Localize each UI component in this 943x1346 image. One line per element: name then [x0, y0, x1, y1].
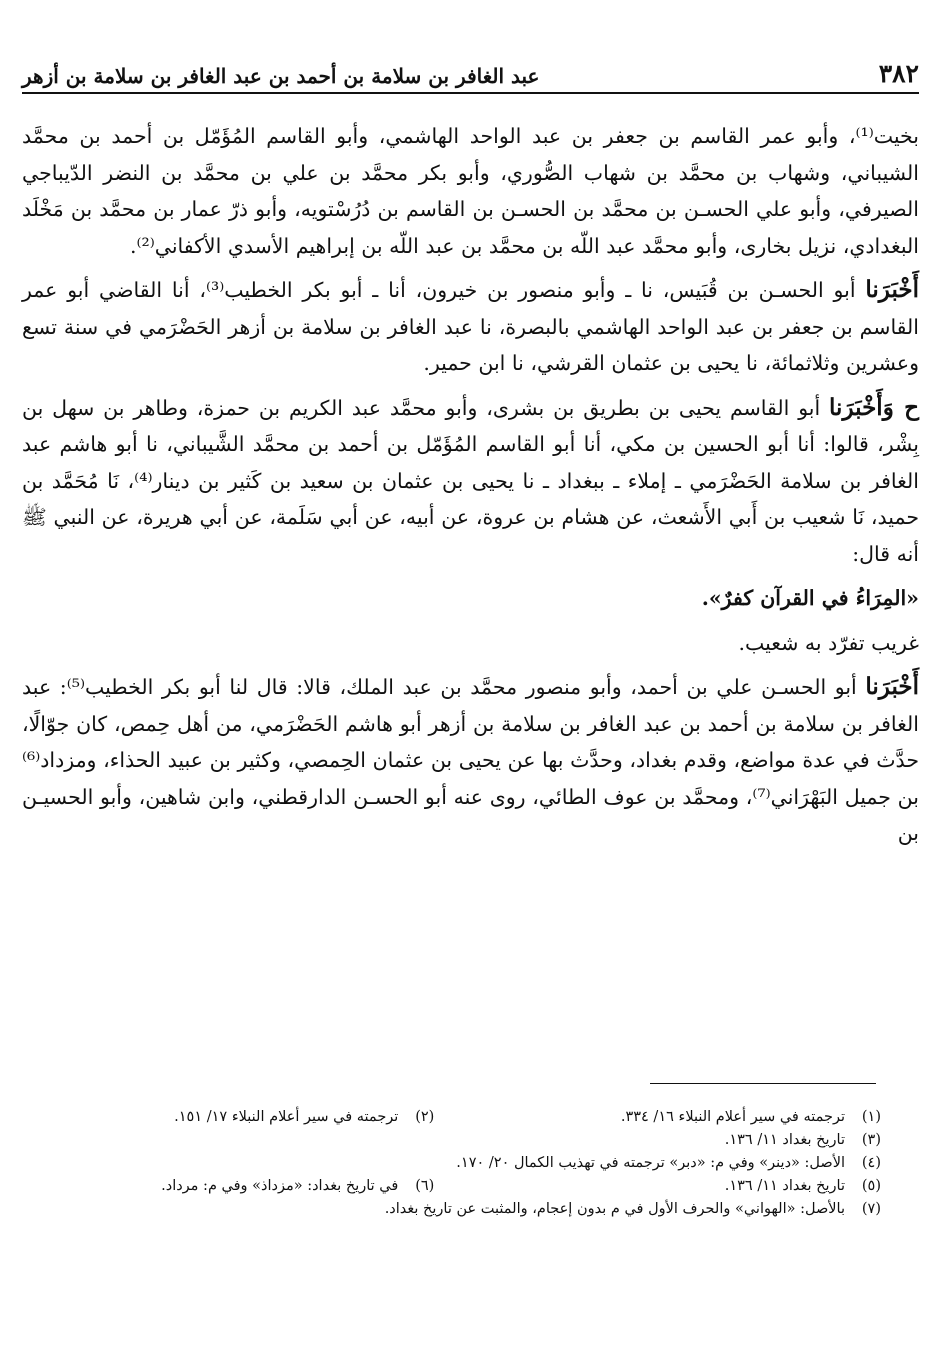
- page-header: [22, 48, 919, 94]
- paragraph: غريب تفرّد به شعيب.: [738, 630, 919, 655]
- footnote-text: ترجمته في سير أعلام النبلاء ١٦/ ٣٣٤.: [620, 1109, 845, 1125]
- footnote-number: (٥): [861, 1178, 881, 1194]
- hadith-text: «المِرَاءُ في القرآن كفرٌ».: [701, 586, 919, 610]
- paragraph-text: أبو الحسـن علي بن أحمد، وأبو منصور محمَّد بن عبد الملك، قالا: قال لنا أبو بكر الخطيب⁽⁵⁾: عبد الغافر بن سلامة بن أحمد بن عبد الغافر بن سلامة بن أزهر أبو هاشم الحَضْرَمي، من أهل حِمص، كان جوّالًا، حدَّث في عدة مواضع، وقدم بغداد، وحدَّث بها عن يحيى بن عثمان الحِمصي، وكثير بن عبيد الحذاء، ومزداد⁽⁶⁾ بن جميل البَهْرَاني⁽⁷⁾، ومحمَّد بن عوف الطائي، روى عنه أبو الحسـن الدارقطني، وابن شاهين، وأبو الحسيـن بن: [22, 675, 919, 845]
- footnote-text: في تاريخ بغداد: «مزداذ» وفي م: مرداد.: [161, 1178, 399, 1194]
- footnote-row: [22, 1152, 881, 1175]
- footnote: [434, 1106, 881, 1129]
- footnote-number: (٧): [861, 1201, 881, 1217]
- footnote-divider: [650, 1083, 876, 1084]
- footnote: [22, 1152, 881, 1175]
- paragraph: [22, 272, 919, 382]
- footnote-text: الأصل: «دينر» وفي م: «دبر» ترجمته في تهذيب الكمال ٢٠/ ١٧٠.: [456, 1155, 845, 1171]
- page-number: ٣٨٢: [878, 59, 919, 88]
- footnote-row: [22, 1198, 881, 1221]
- paragraph: [22, 118, 919, 264]
- footnotes: [22, 1106, 881, 1221]
- footnote: [22, 1129, 881, 1152]
- footnote-number: (٤): [861, 1155, 881, 1171]
- footnote-number: (٦): [415, 1178, 435, 1194]
- footnote-row: [22, 1175, 881, 1198]
- paragraph-text: أبو القاسم يحيى بن بطريق بن بشرى، وأبو محمَّد عبد الكريم بن حمزة، وطاهر بن سهل بن بِشْر، قالوا: أنا أبو الحسين بن مكي، أنا أبو القاسم المُؤَمّل بن أحمد بن محمَّد الشَّيباني، نا أبو هاشم عبد الغافر بن سلامة الحَضْرَمي ـ إملاء ـ ببغداد ـ نا يحيى بن عثمان بن سعيد بن كَثير بن دينار⁽⁴⁾، نَا مُحَمَّد بن حميد، نَا شعيب بن أَبي الأَشعث، عن هشام بن عروة، عن أبيه، عن أبي سَلَمة، عن أبي هريرة، عن النبي ﷺ أنه قال:: [22, 395, 919, 566]
- footnote-number: (٢): [415, 1109, 435, 1125]
- footnote-text: تاريخ بغداد ١١/ ١٣٦.: [724, 1132, 845, 1148]
- running-title: عبد الغافر بن سلامة بن أحمد بن عبد الغافر بن سلامة بن أزهر: [22, 64, 540, 88]
- isnad-lead: أَخْبَرَنا: [865, 673, 920, 700]
- footnote-number: (٣): [861, 1132, 881, 1148]
- footnote: [22, 1106, 434, 1129]
- isnad-lead: ح وَأَخْبَرَنا: [829, 393, 919, 421]
- paragraph-text: أبو الحسـن بن قُبَيس، نا ـ وأبو منصور بن خيرون، أنا ـ أبو بكر الخطيب⁽³⁾، أنا القاضي أبو عمر القاسم بن جعفر بن عبد الواحد الهاشمي بالبصرة، نا عبد الغافر بن سلامة بن أزهر الحَضْرَمي في سنة تسع وعشرين وثلاثمائة، نا يحيى بن عثمان القرشي، نا ابن حمير.: [22, 278, 919, 375]
- isnad-lead: أَخْبَرَنا: [865, 276, 919, 303]
- paragraph-text: بخيت⁽¹⁾، وأبو عمر القاسم بن جعفر بن عبد الواحد الهاشمي، وأبو القاسم المُؤَمّل بن أحمد بن محمَّد الشيباني، وشهاب بن محمَّد بن شهاب الصُّوري، وأبو بكر محمَّد بن علي بن محمَّد بن النضر الدّيباجي الصيرفي، وأبو علي الحسـن بن محمَّد بن الحسـن بن القاسم بن دُرُسْتويه، وأبو ذرّ عمار بن محمَّد بن مَخْلَد البغدادي، نزيل بخارى، وأبو محمَّد عبد اللّه بن محمَّد بن عبد اللّه بن إبراهيم الأسدي الأكفاني⁽²⁾.: [22, 124, 919, 258]
- footnote-row: [22, 1129, 881, 1152]
- footnote: [434, 1175, 881, 1198]
- footnote-text: ترجمته في سير أعلام النبلاء ١٧/ ١٥١.: [174, 1109, 399, 1125]
- main-text: [22, 118, 919, 860]
- footnote-text: بالأصل: «الهواني» والحرف الأول في م بدون إعجام، والمثبت عن تاريخ بغداد.: [384, 1201, 845, 1217]
- paragraph: [22, 390, 919, 573]
- paragraph: [22, 669, 919, 852]
- footnote-row: [22, 1106, 881, 1129]
- footnote-text: تاريخ بغداد ١١/ ١٣٦.: [724, 1178, 845, 1194]
- footnote-number: (١): [861, 1109, 881, 1125]
- footnote: [22, 1175, 434, 1198]
- footnote: [22, 1198, 881, 1221]
